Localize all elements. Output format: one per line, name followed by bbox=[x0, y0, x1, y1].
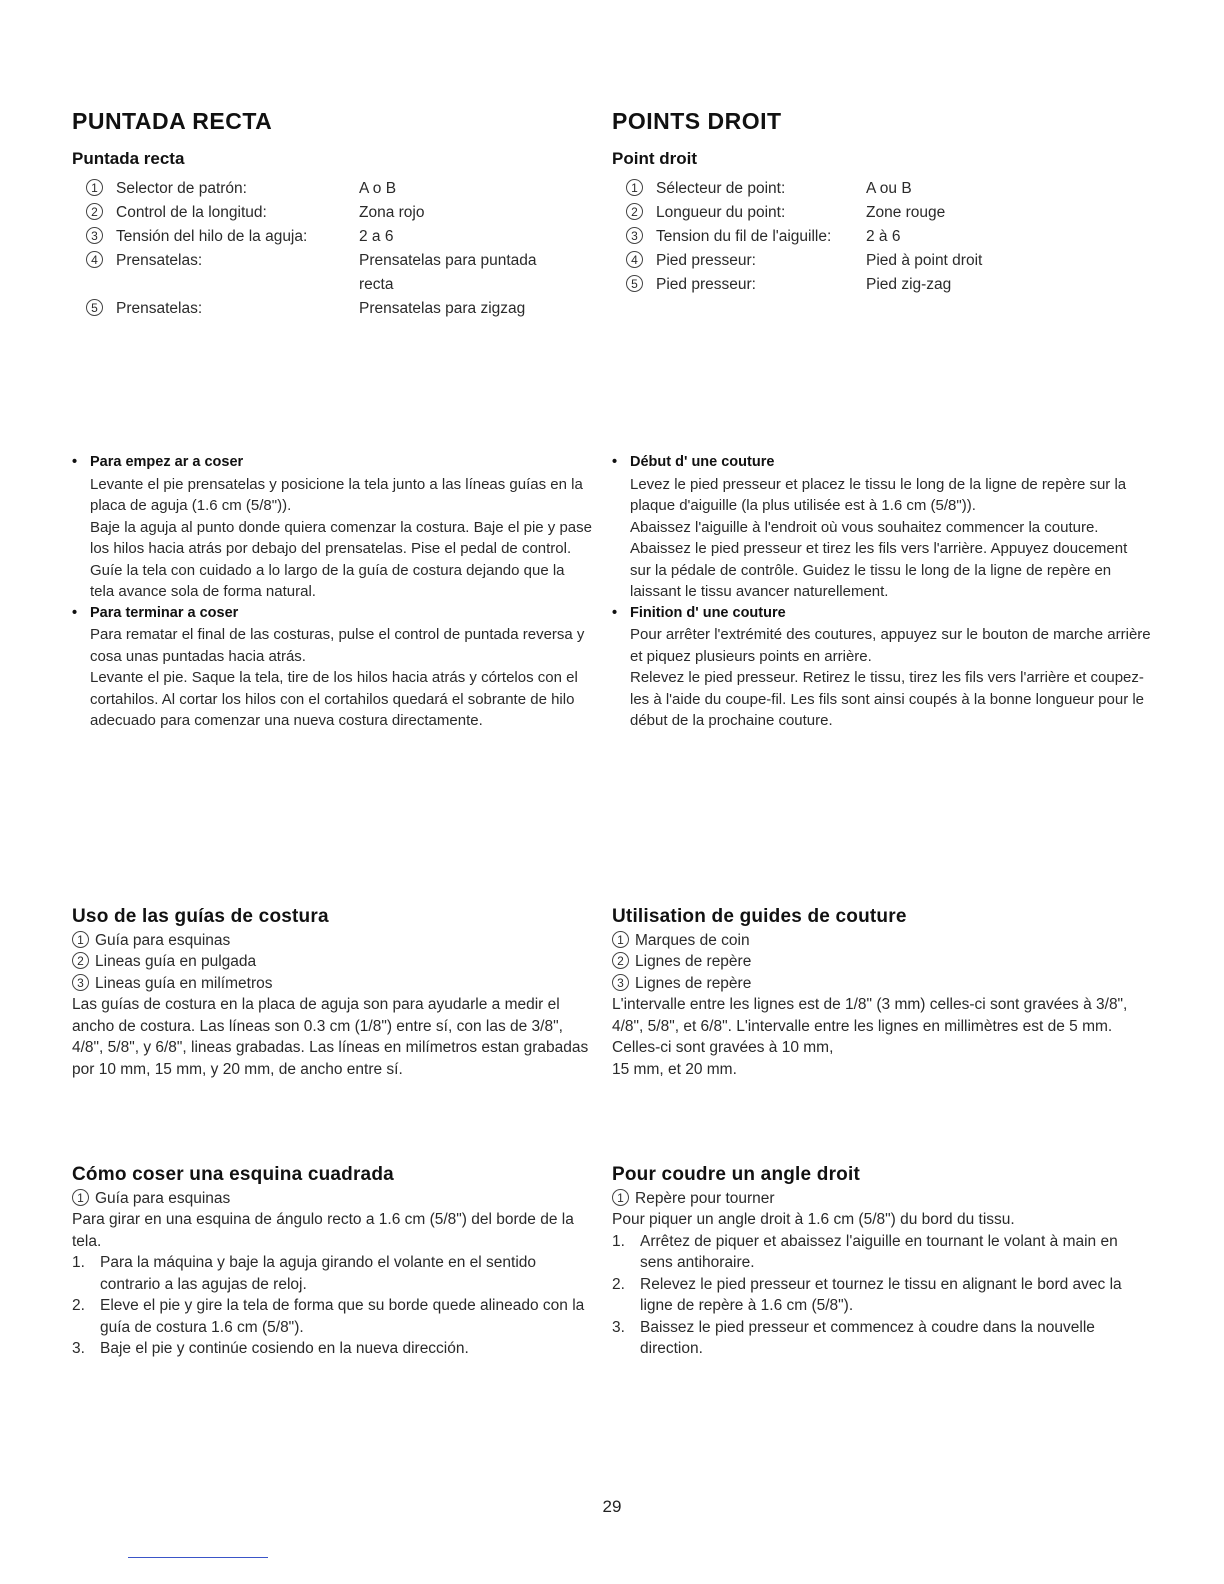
circled-number: 3 bbox=[612, 974, 629, 991]
page-number: 29 bbox=[602, 1497, 622, 1516]
fr-section-title: POINTS DROIT bbox=[612, 108, 782, 134]
es-end-heading bbox=[72, 603, 592, 625]
fr-setting-row bbox=[612, 201, 1152, 225]
fr-corner-step: 2. Relevez le pied presseur et tournez le tissu en alignant le bord avec la ligne de repère à 1.6 cm (5/8"). bbox=[612, 1275, 1122, 1314]
fr-start-text-2: Abaissez l'aiguille à l'endroit où vous souhaitez commencer la couture. Abaissez le pied presseur et tirez les fils vers l'arrière. Appuyez doucement sur la pédale de contrôle. Guidez le tissu le long de la ligne de repère en laissant le tissu avancer naturellement. bbox=[630, 518, 1128, 600]
fr-end-text-2: Relevez le pied presseur. Retirez le tissu, tirez les fils vers l'arrière et coupez-les à l'aide du coupe-fil. Les fils sont ainsi coupés à la bonne longueur pour le début de la prochaine couture. bbox=[630, 669, 1145, 729]
circled-number: 3 bbox=[626, 227, 643, 244]
es-corner-item: 1 Guía para esquinas bbox=[72, 1188, 592, 1210]
es-guides-item: 2 Lineas guía en pulgada bbox=[72, 951, 592, 973]
es-setting-value: Zona rojo bbox=[359, 204, 425, 221]
circled-number: 1 bbox=[72, 1189, 89, 1206]
circled-number: 1 bbox=[86, 179, 103, 196]
fr-guides-text: L'intervalle entre les lignes est de 1/8" (3 mm) celles-ci sont gravées à 3/8", 4/8", 5/8", et 6/8". L'intervalle entre les lignes en millimètres est de 5 mm. Celles-ci sont gravées à 10 mm, bbox=[612, 996, 1128, 1056]
fr-start-text: Levez le pied presseur et placez le tissu le long de la ligne de repère sur la plaque d'aiguille (la plus utilisée est à 1.6 cm (5/8")). bbox=[630, 475, 1127, 514]
es-settings-table bbox=[72, 177, 592, 321]
circled-number: 1 bbox=[612, 931, 629, 948]
fr-setting-value: Pied à point droit bbox=[866, 252, 983, 269]
circled-number: 3 bbox=[86, 227, 103, 244]
es-setting-row bbox=[72, 225, 592, 249]
es-setting-label: Selector de patrón: bbox=[116, 180, 247, 197]
es-start-text: Levante el pie prensatelas y posicione la tela junto a las líneas guías en la placa de aguja (1.6 cm (5/8")). bbox=[90, 475, 583, 514]
fr-guides-text-2: 15 mm, et 20 mm. bbox=[612, 1060, 737, 1078]
fr-subtitle: Point droit bbox=[612, 149, 697, 168]
fr-guides-item: 3 Lignes de repère bbox=[612, 973, 1152, 995]
bullet-icon: • bbox=[612, 604, 618, 621]
es-setting-label: Prensatelas: bbox=[116, 300, 203, 317]
es-header-block bbox=[72, 108, 592, 321]
es-setting-row bbox=[72, 249, 592, 297]
es-corner-step: 1. Para la máquina y baje la aguja girando el volante en el sentido contrario a las agujas de reloj. bbox=[72, 1254, 537, 1293]
fr-start-heading bbox=[612, 452, 1152, 474]
bullet-icon: • bbox=[612, 454, 618, 470]
fr-setting-label: Tension du fil de l'aiguille: bbox=[656, 228, 832, 245]
fr-setting-row bbox=[612, 225, 1152, 249]
fr-setting-row bbox=[612, 249, 1152, 273]
es-end-text: Para rematar el final de las costuras, pulse el control de puntada reversa y cosa unas puntadas hacia atrás. bbox=[90, 626, 585, 665]
fr-setting-label: Longueur du point: bbox=[656, 204, 786, 221]
circled-number: 1 bbox=[626, 179, 643, 196]
circled-number: 4 bbox=[86, 251, 103, 268]
es-guides-item: 1 Guía para esquinas bbox=[72, 930, 592, 952]
fr-guides-title: Utilisation de guides de couture bbox=[612, 906, 907, 927]
bullet-icon: • bbox=[72, 454, 78, 470]
es-subtitle: Puntada recta bbox=[72, 149, 185, 168]
circled-number: 1 bbox=[72, 931, 89, 948]
circled-number: 2 bbox=[626, 203, 643, 220]
circled-number: 3 bbox=[72, 974, 89, 991]
circled-number: 2 bbox=[86, 203, 103, 220]
es-corner-intro: Para girar en una esquina de ángulo recto a 1.6 cm (5/8") del borde de la tela. bbox=[72, 1211, 574, 1250]
bullet-icon: • bbox=[72, 604, 78, 621]
fr-corner-intro: Pour piquer un angle droit à 1.6 cm (5/8") du bord du tissu. bbox=[612, 1211, 1015, 1228]
circled-number: 1 bbox=[612, 1189, 629, 1206]
circled-number: 2 bbox=[72, 952, 89, 969]
fr-corner-item: 1 Repère pour tourner bbox=[612, 1188, 1152, 1210]
fr-setting-row bbox=[612, 273, 1152, 297]
circled-number: 5 bbox=[626, 275, 643, 292]
fr-instructions bbox=[612, 452, 1152, 732]
fr-corner-title: Pour coudre un angle droit bbox=[612, 1164, 860, 1185]
es-guides-block bbox=[72, 906, 592, 1080]
circled-number: 4 bbox=[626, 251, 643, 268]
fr-settings-table bbox=[612, 177, 1152, 297]
es-instructions bbox=[72, 452, 592, 732]
es-setting-label: Control de la longitud: bbox=[116, 204, 267, 221]
fr-setting-value: Pied zig-zag bbox=[866, 276, 952, 293]
es-start-heading-text: Para empez ar a coser bbox=[90, 454, 244, 470]
fr-setting-label: Sélecteur de point: bbox=[656, 180, 786, 197]
es-start-heading bbox=[72, 452, 592, 474]
fr-end-heading bbox=[612, 603, 1152, 625]
es-section-title: PUNTADA RECTA bbox=[72, 108, 273, 134]
es-setting-row bbox=[72, 177, 592, 201]
fr-setting-label: Pied presseur: bbox=[656, 276, 756, 293]
fr-end-text: Pour arrêter l'extrémité des coutures, appuyez sur le bouton de marche arrière et piquez plusieurs points en arrière. bbox=[630, 626, 1151, 665]
es-setting-value bbox=[359, 249, 592, 297]
es-corner-block bbox=[72, 1164, 592, 1360]
es-setting-value-line2: recta bbox=[359, 276, 394, 293]
es-setting-label: Prensatelas: bbox=[116, 252, 203, 269]
fr-header-block bbox=[612, 108, 1152, 297]
fr-corner-step: 1. Arrêtez de piquer et abaissez l'aiguille en tournant le volant à main en sens antihoraire. bbox=[612, 1232, 1118, 1271]
es-corner-title: Cómo coser una esquina cuadrada bbox=[72, 1164, 394, 1185]
es-setting-value-line1: Prensatelas para puntada bbox=[359, 252, 537, 269]
es-setting-row bbox=[72, 201, 592, 225]
fr-start-heading-text: Début d' une couture bbox=[630, 454, 775, 470]
es-guides-title: Uso de las guías de costura bbox=[72, 906, 329, 927]
es-end-text-2: Levante el pie. Saque la tela, tire de los hilos hacia atrás y córtelos con el cortahilos. Al cortar los hilos con el cortahilos quedará el sobrante de hilo adecuado para comenzar una nueva costura directamente. bbox=[90, 669, 578, 729]
fr-corner-step: 3. Baissez le pied presseur et commencez à coudre dans la nouvelle direction. bbox=[612, 1318, 1095, 1357]
es-setting-value: Prensatelas para zigzag bbox=[359, 300, 526, 317]
fr-setting-value: 2 à 6 bbox=[866, 228, 901, 245]
fr-guides-block bbox=[612, 906, 1152, 1080]
fr-setting-label: Pied presseur: bbox=[656, 252, 756, 269]
fr-corner-block bbox=[612, 1164, 1152, 1360]
circled-number: 2 bbox=[612, 952, 629, 969]
es-setting-value: A o B bbox=[359, 180, 397, 197]
fr-guides-item: 1 Marques de coin bbox=[612, 930, 1152, 952]
es-setting-value: 2 a 6 bbox=[359, 228, 394, 245]
es-start-text-2: Baje la aguja al punto donde quiera comenzar la costura. Baje el pie y pase los hilos hacia atrás por debajo del prensatelas. Pise el pedal de control. Guíe la tela con cuidado a lo largo de la guía de costura dejando que la tela avance sola de forma natural. bbox=[90, 518, 592, 600]
fr-setting-value: Zone rouge bbox=[866, 204, 946, 221]
es-end-heading-text: Para terminar a coser bbox=[90, 604, 239, 621]
fr-end-heading-text: Finition d' une couture bbox=[630, 604, 786, 621]
fr-setting-row bbox=[612, 177, 1152, 201]
es-corner-step: 3. Baje el pie y continúe cosiendo en la nueva dirección. bbox=[72, 1340, 469, 1357]
es-guides-item: 3 Lineas guía en milímetros bbox=[72, 973, 592, 995]
fr-setting-value: A ou B bbox=[866, 180, 912, 197]
es-corner-step: 2. Eleve el pie y gire la tela de forma que su borde quede alineado con la guía de costura 1.6 cm (5/8"). bbox=[72, 1297, 585, 1336]
es-setting-row bbox=[72, 297, 592, 321]
footer-rule bbox=[128, 1557, 268, 1558]
es-guides-text: Las guías de costura en la placa de aguja son para ayudarle a medir el ancho de costura. Las líneas son 0.3 cm (1/8") entre sí, con las de 3/8", 4/8", 5/8", y 6/8", lineas grabadas. Las líneas en milímetros estan grabadas por 10 mm, 15 mm, y 20 mm, de ancho entre sí. bbox=[72, 996, 589, 1078]
circled-number: 5 bbox=[86, 299, 103, 316]
es-setting-label: Tensión del hilo de la aguja: bbox=[116, 228, 308, 245]
fr-guides-item: 2 Lignes de repère bbox=[612, 951, 1152, 973]
